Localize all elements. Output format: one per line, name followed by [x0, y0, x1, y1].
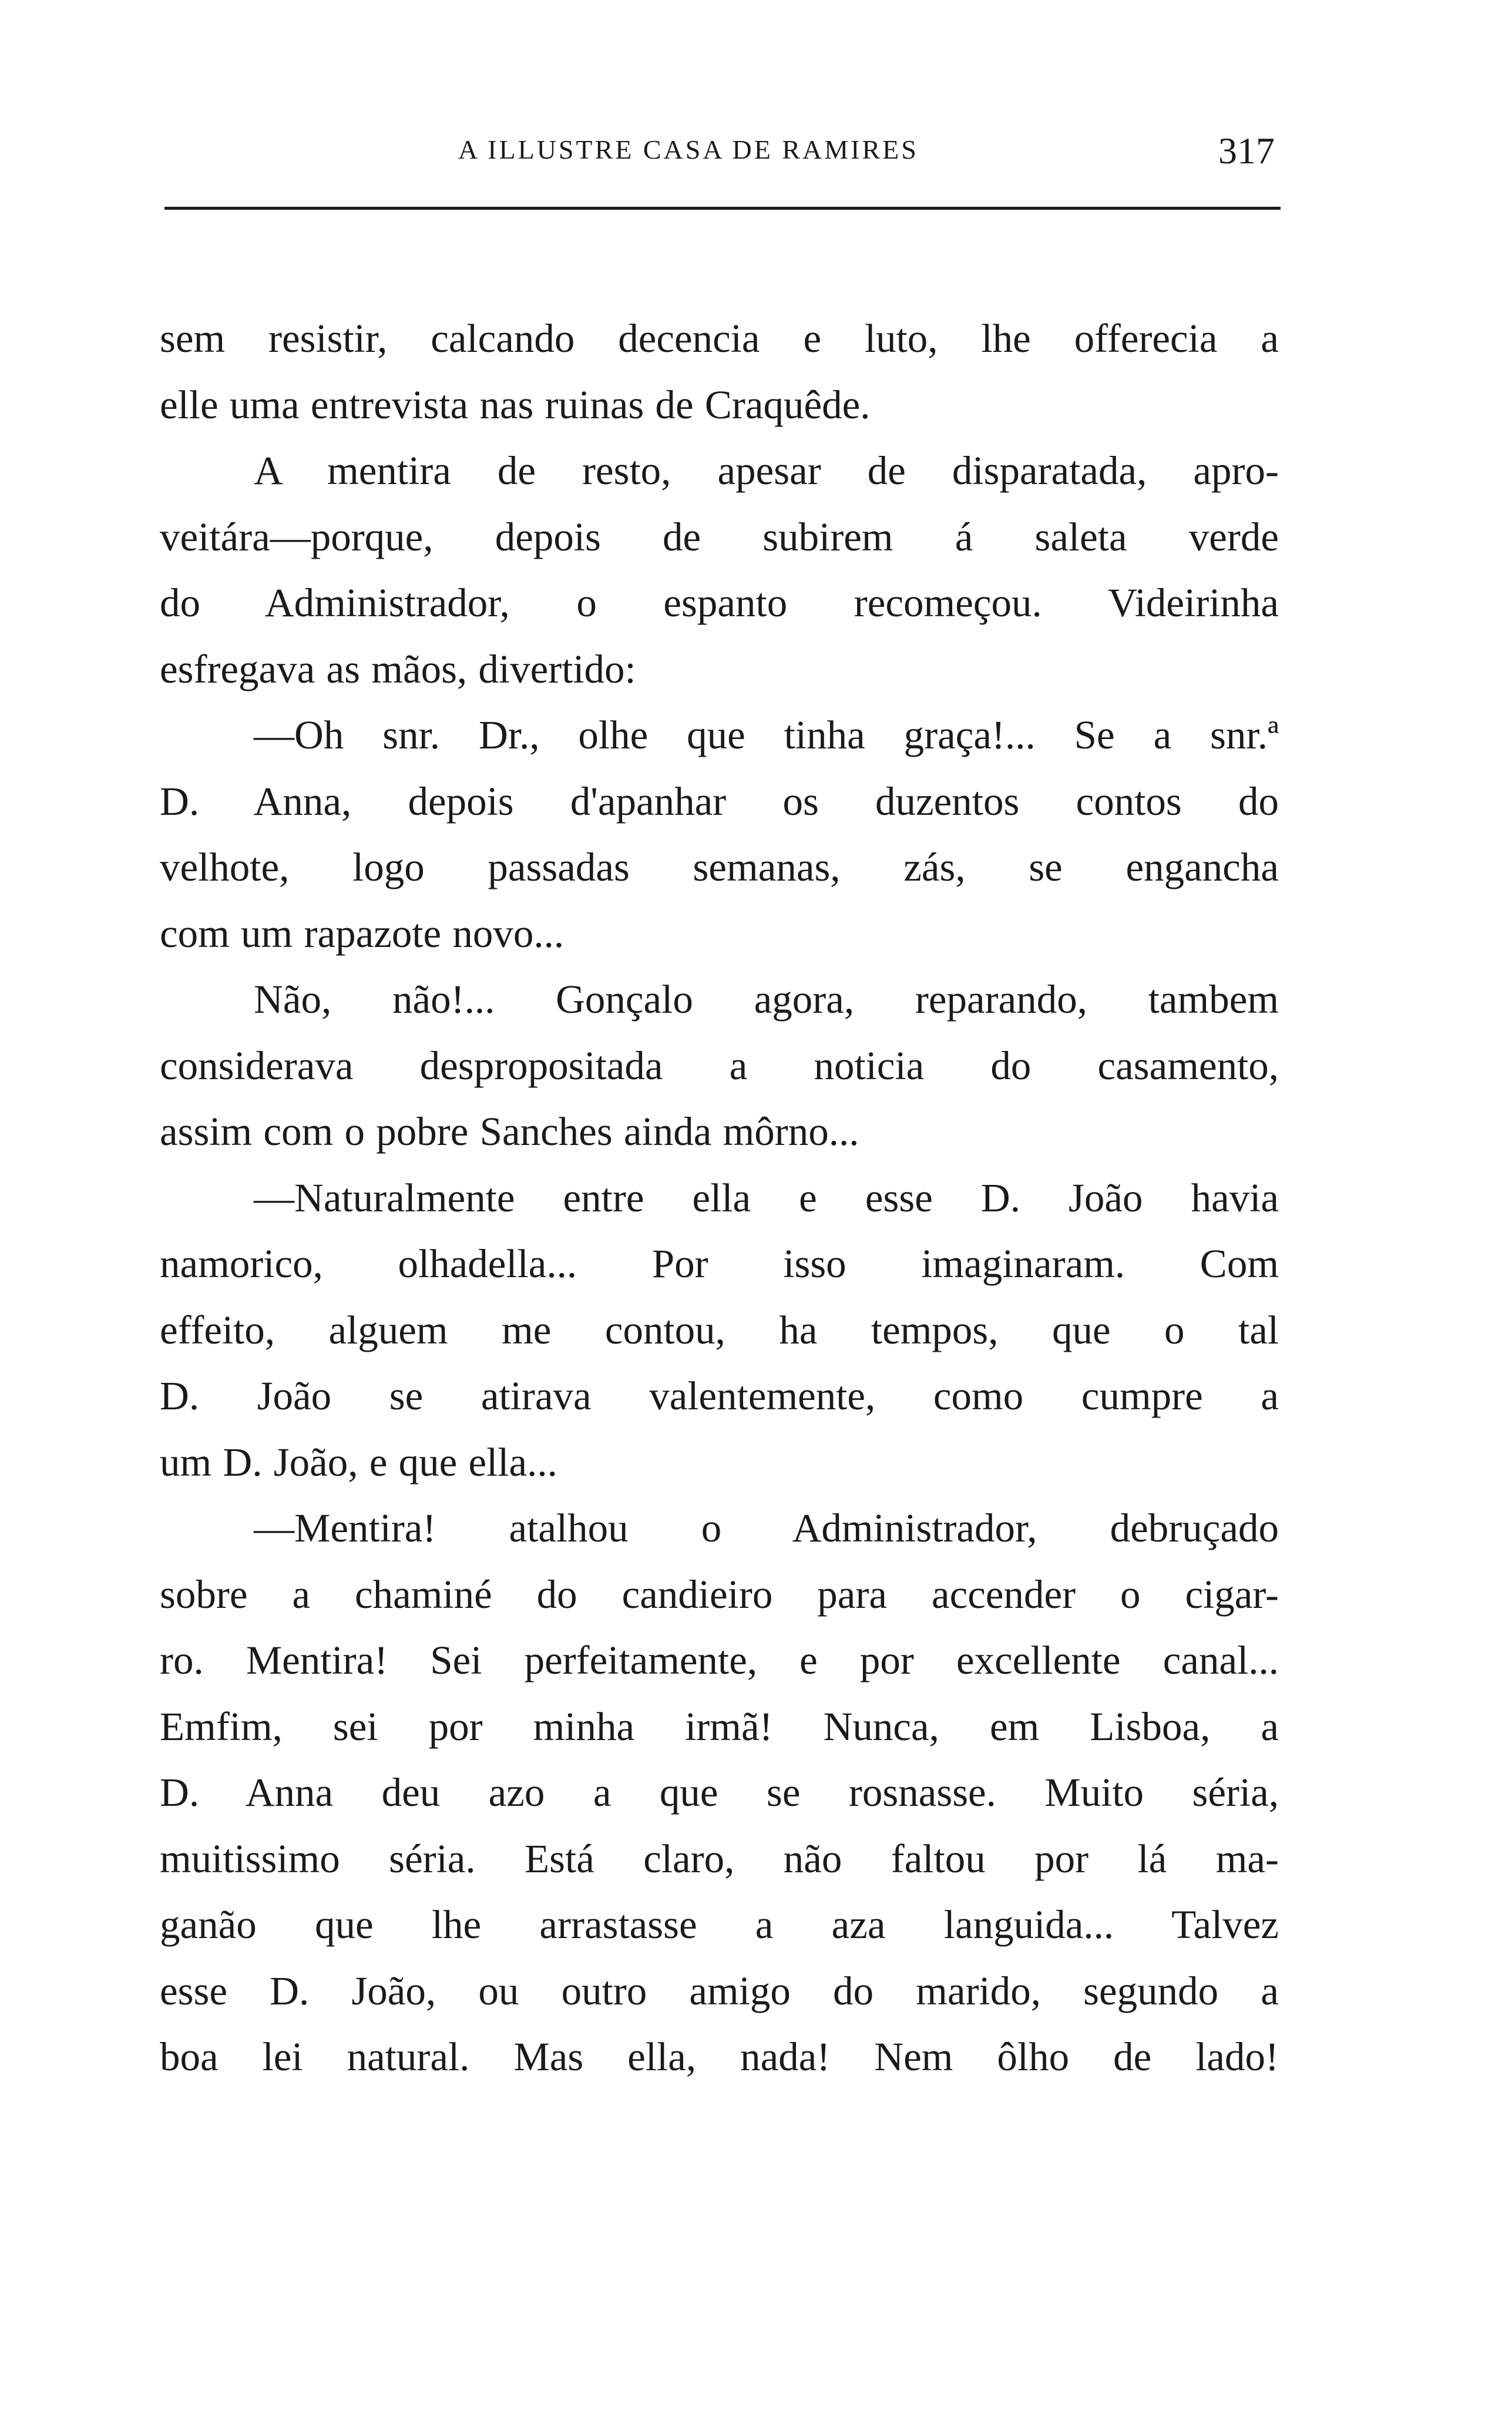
page-header — [164, 129, 1281, 176]
text-line: —Naturalmente entre ella e esse D. João havia — [254, 1175, 1279, 1220]
text-line: ro. Mentira! Sei perfeitamente, e por excellente canal... — [160, 1638, 1279, 1682]
text-line: boa lei natural. Mas ella, nada! Nem ôlho de lado! — [160, 2034, 1279, 2079]
text-line: A mentira de resto, apesar de disparatada, apro- — [254, 448, 1279, 493]
text-line: considerava despropositada a noticia do casamento, — [160, 1043, 1279, 1088]
text-line: ganão que lhe arrastasse a aza languida... Talvez — [160, 1902, 1279, 1947]
text-line: um D. João, e que ella... — [160, 1439, 557, 1485]
text-line: namorico, olhadella... Por isso imaginaram. Com — [160, 1241, 1279, 1286]
running-title: A ILLUSTRE CASA DE RAMIRES — [458, 135, 919, 164]
text-line: D. Anna, depois d'apanhar os duzentos contos do — [160, 778, 1279, 824]
header-rule — [164, 207, 1281, 210]
text-line: Não, não!... Gonçalo agora, reparando, tambem — [254, 977, 1279, 1022]
text-line: esfregava as mãos, divertido: — [160, 646, 636, 691]
page-number: 317 — [1218, 130, 1275, 172]
text-line: com um rapazote novo... — [160, 911, 565, 956]
text-line: effeito, alguem me contou, ha tempos, que o tal — [160, 1307, 1279, 1352]
text-line: —Mentira! atalhou o Administrador, debruçado — [254, 1506, 1279, 1550]
text-line: elle uma entrevista nas ruinas de Craquêde. — [160, 382, 871, 427]
text-line: Emfim, sei por minha irmã! Nunca, em Lisboa, a — [160, 1704, 1279, 1749]
text-line: sobre a chaminé do candieiro para accender o cigar- — [160, 1571, 1279, 1617]
text-line: muitissimo séria. Está claro, não faltou por lá ma- — [160, 1836, 1279, 1881]
text-line: D. Anna deu azo a que se rosnasse. Muito séria, — [160, 1770, 1279, 1815]
text-line: velhote, logo passadas semanas, zás, se engancha — [160, 845, 1279, 889]
body-text — [160, 305, 1279, 2090]
text-line: sem resistir, calcando decencia e luto, lhe offerecia a — [160, 316, 1279, 361]
text-line: assim com o pobre Sanches ainda môrno... — [160, 1109, 859, 1154]
text-line: do Administrador, o espanto recomeçou. Videirinha — [160, 580, 1279, 625]
text-line: esse D. João, ou outro amigo do marido, segundo a — [160, 1968, 1279, 2013]
text-line: D. João se atirava valentemente, como cumpre a — [160, 1373, 1279, 1418]
text-line: —Oh snr. Dr., olhe que tinha graça!... Se a snr.ª — [254, 713, 1279, 757]
text-line: veitára—porque, depois de subirem á saleta verde — [160, 514, 1279, 559]
